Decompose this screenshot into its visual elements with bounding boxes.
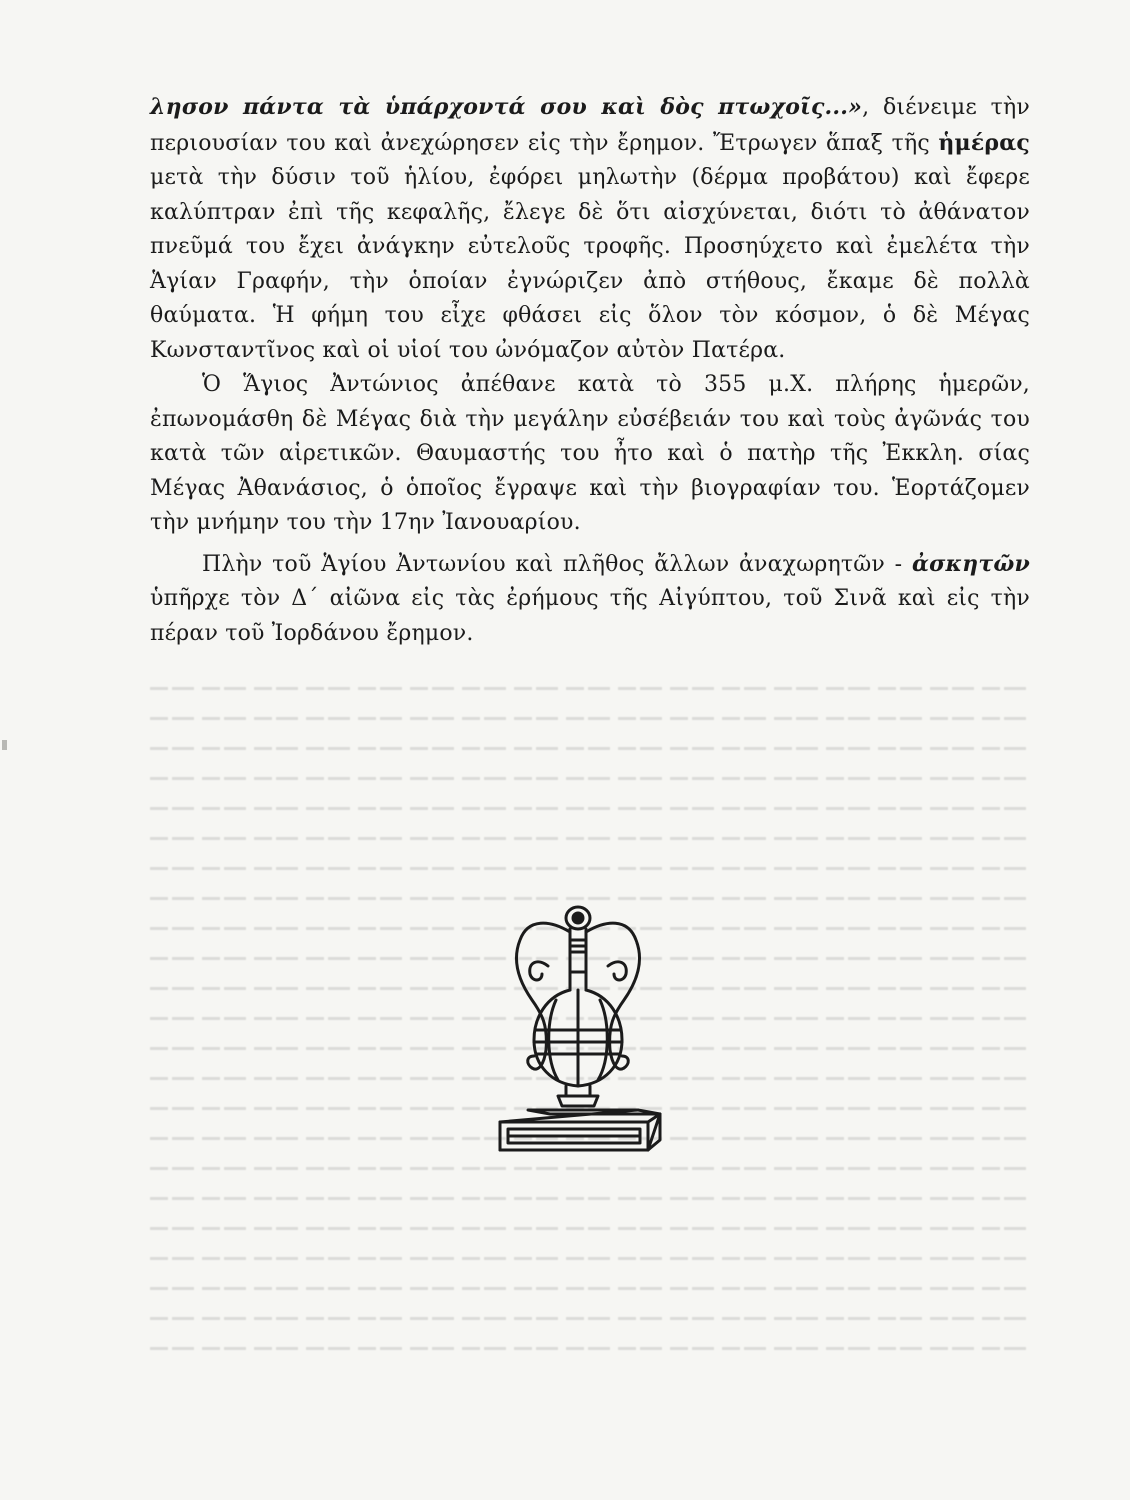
paragraph-1 — [150, 90, 1030, 368]
paragraph-1-bold-word: ἡμέρας — [938, 129, 1030, 156]
paragraph-3-text-b: ὑπῆρχε τὸν Δ΄ αἰῶνα εἰς τὰς ἐρήμους τῆς Αἰγύπτου, τοῦ Σινᾶ καὶ εἰς τὴν πέραν τοῦ Ἰορδάνου ἔρημον. — [150, 586, 1030, 646]
body-text — [150, 90, 1030, 651]
paragraph-3-text-a: Πλὴν τοῦ Ἁγίου Ἀντωνίου καὶ πλῆθος ἄλλων ἀναχωρητῶν - — [202, 551, 912, 577]
paragraph-3-italic-word: ἀσκητῶν — [911, 550, 1030, 577]
quote-italic: λησον πάντα τὰ ὑπάρχοντά σου καὶ δὸς πτωχοῖς...» — [150, 94, 863, 120]
paragraph-3 — [150, 547, 1030, 652]
paragraph-1-text-a: , διένειμε τὴν περιουσίαν του καὶ ἀνεχώρησεν εἰς τὴν ἔρημον. Ἔτρωγεν ἅπαξ τῆς — [150, 95, 1030, 156]
amphora-vase-icon — [488, 900, 673, 1155]
paragraph-1-text-b: μετὰ τὴν δύσιν τοῦ ἡλίου, ἐφόρει μηλωτὴν (δέρμα προβάτου) καὶ ἔφερε καλύπτραν ἐπὶ τῆς κεφαλῆς, ἔλεγε δὲ ὅτι αἰσχύνεται, διότι τὸ ἀθάνατον πνεῦμά του ἔχει ἀνάγκην εὐτελοῦς τροφῆς. Προσηύχετο καὶ ἐμελέτα τὴν Ἁγίαν Γραφήν, τὴν ὁποίαν ἐγνώριζεν ἀπὸ στήθους, ἔκαμε δὲ πολλὰ θαύματα. Ἡ φήμη του εἶχε φθάσει εἰς ὅλον τὸν κόσμον, ὁ δὲ Μέγας Κωνσταντῖνος καὶ οἱ υἱοί του ὠνόμαζον αὐτὸν Πατέρα. — [150, 165, 1030, 363]
scan-mark — [2, 740, 7, 750]
paragraph-2: Ὁ Ἅγιος Ἀντώνιος ἀπέθανε κατὰ τὸ 355 μ.Χ. πλήρης ἡμερῶν, ἐπωνομάσθη δὲ Μέγας διὰ τὴν μεγάλην εὐσέβειάν του καὶ τοὺς ἀγῶνάς του κατὰ τῶν αἱρετικῶν. Θαυμαστής του ἦτο καὶ ὁ πατὴρ τῆς Ἐκκλη. σίας Μέγας Ἀθανάσιος, ὁ ὁποῖος ἔγραψε καὶ τὴν βιογραφίαν του. Ἑορτάζομεν τὴν μνήμην του τὴν 17ην Ἰανουαρίου. — [150, 372, 1030, 535]
